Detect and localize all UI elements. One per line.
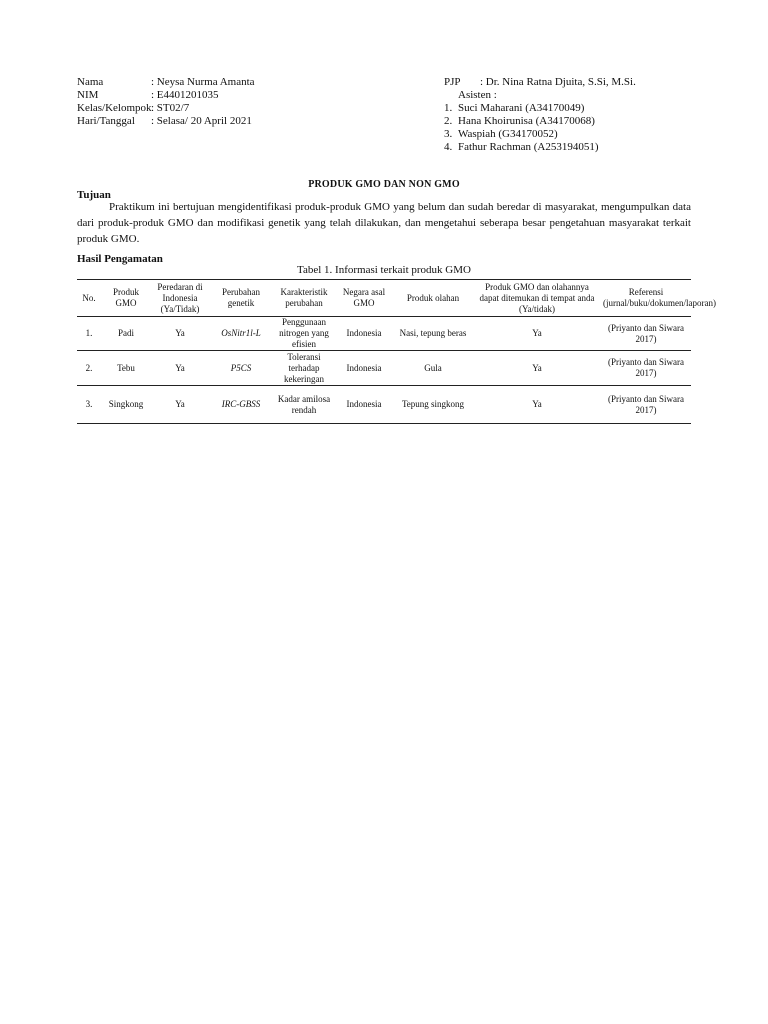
asisten-name: Hana Khoirunisa (A34170068): [458, 115, 595, 127]
pjp-label: PJP: [444, 76, 461, 88]
cell-no: 3.: [77, 386, 101, 424]
cell-produk: Padi: [101, 317, 151, 351]
asisten-number: 4.: [444, 141, 453, 153]
info-row-kelas: [77, 102, 417, 115]
cell-ditemukan: Ya: [473, 386, 601, 424]
asisten-label: Asisten :: [458, 89, 497, 101]
cell-no: 1.: [77, 317, 101, 351]
cell-karakteristik: Penggunaan nitrogen yang efisien: [273, 317, 335, 351]
tujuan-paragraph: Praktikum ini bertujuan mengidentifikasi produk-produk GMO yang belum dan sudah beredar di masyarakat, mengumpulkan data dari produk-produk GMO dan modifikasi genetik yang telah dilakukan, dan mengetahui seberapa besar pengetahuan masyarakat terkait produk GMO.: [77, 201, 691, 245]
table-caption: Tabel 1. Informasi terkait produk GMO: [297, 264, 471, 276]
cell-referensi: (Priyanto dan Siwara 2017): [601, 351, 691, 386]
asisten-item: [444, 102, 704, 115]
info-label: Nama: [77, 76, 104, 88]
header-referensi: Referensi (jurnal/buku/dokumen/laporan): [601, 280, 691, 317]
cell-negara: Indonesia: [335, 351, 393, 386]
cell-negara: Indonesia: [335, 317, 393, 351]
info-label: Hari/Tanggal: [77, 115, 135, 127]
asisten-item: [444, 141, 704, 154]
cell-produk: Singkong: [101, 386, 151, 424]
table-header-row: [77, 280, 691, 317]
info-row-tanggal: [77, 115, 417, 128]
cell-negara: Indonesia: [335, 386, 393, 424]
info-value: : ST02/7: [151, 102, 190, 114]
document-title: PRODUK GMO DAN NON GMO: [308, 179, 460, 190]
cell-peredaran: Ya: [151, 351, 209, 386]
asisten-name: Fathur Rachman (A253194051): [458, 141, 599, 153]
header-ditemukan: Produk GMO dan olahannya dapat ditemukan di tempat anda (Ya/tidak): [473, 280, 601, 317]
cell-olahan: Tepung singkong: [393, 386, 473, 424]
info-value: : E4401201035: [151, 89, 219, 101]
info-value: : Selasa/ 20 April 2021: [151, 115, 252, 127]
header-no: No.: [77, 280, 101, 317]
cell-genetik: IRC-GBSS: [209, 386, 273, 424]
header-negara: Negara asal GMO: [335, 280, 393, 317]
pjp-value: : Dr. Nina Ratna Djuita, S.Si, M.Si.: [480, 76, 636, 88]
cell-olahan: Nasi, tepung beras: [393, 317, 473, 351]
cell-peredaran: Ya: [151, 386, 209, 424]
asisten-item: [444, 115, 704, 128]
header-produk: Produk GMO: [101, 280, 151, 317]
asisten-name: Suci Maharani (A34170049): [458, 102, 585, 114]
asisten-number: 2.: [444, 115, 453, 127]
header-karakteristik: Karakteristik perubahan: [273, 280, 335, 317]
cell-no: 2.: [77, 351, 101, 386]
asisten-name: Waspiah (G34170052): [458, 128, 558, 140]
info-row-nim: [77, 89, 417, 102]
asisten-item: [444, 128, 704, 141]
cell-olahan: Gula: [393, 351, 473, 386]
table-row: [77, 317, 691, 351]
cell-genetik: OsNitr1l-L: [209, 317, 273, 351]
hasil-heading: Hasil Pengamatan: [77, 253, 163, 265]
table-row: [77, 351, 691, 386]
header-olahan: Produk olahan: [393, 280, 473, 317]
pjp-row: [444, 76, 704, 89]
table-row: [77, 386, 691, 424]
tujuan-heading: Tujuan: [77, 189, 111, 201]
cell-referensi: (Priyanto dan Siwara 2017): [601, 317, 691, 351]
cell-peredaran: Ya: [151, 317, 209, 351]
cell-karakteristik: Kadar amilosa rendah: [273, 386, 335, 424]
asisten-number: 1.: [444, 102, 453, 114]
cell-produk: Tebu: [101, 351, 151, 386]
cell-genetik: P5CS: [209, 351, 273, 386]
info-value: : Neysa Nurma Amanta: [151, 76, 255, 88]
header-peredaran: Peredaran di Indonesia (Ya/Tidak): [151, 280, 209, 317]
cell-ditemukan: Ya: [473, 317, 601, 351]
info-row-nama: [77, 76, 417, 89]
header-genetik: Perubahan genetik: [209, 280, 273, 317]
cell-karakteristik: Toleransi terhadap kekeringan: [273, 351, 335, 386]
cell-ditemukan: Ya: [473, 351, 601, 386]
asisten-number: 3.: [444, 128, 453, 140]
cell-referensi: (Priyanto dan Siwara 2017): [601, 386, 691, 424]
gmo-table: [77, 279, 716, 424]
info-label: Kelas/Kelompok: [77, 102, 152, 114]
info-label: NIM: [77, 89, 99, 101]
